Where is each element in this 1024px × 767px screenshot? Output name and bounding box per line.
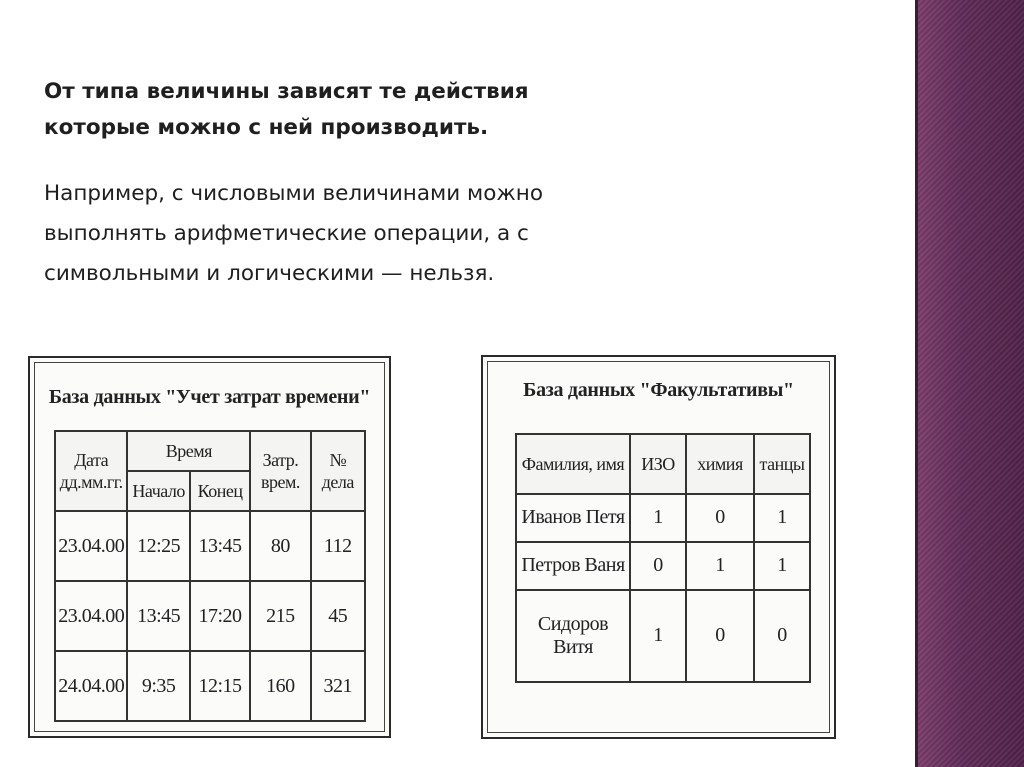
slide-heading <box>44 74 904 146</box>
table-row <box>516 494 810 542</box>
heading-line-2: которые можно с ней производить. <box>44 115 489 140</box>
body-line-2: выполнять арифметические операции, а с <box>44 221 529 246</box>
cell-case-no: 112 <box>311 511 365 581</box>
cell-art: 0 <box>630 542 686 590</box>
cell-start: 12:25 <box>127 511 189 581</box>
table-row <box>516 590 810 682</box>
cell-end: 12:15 <box>190 651 250 721</box>
electives-table-title: База данных "Факультативы" <box>523 379 794 401</box>
header-spent: Затр. врем. <box>250 431 310 511</box>
table-row <box>55 511 365 581</box>
cell-start: 13:45 <box>127 581 189 651</box>
table-header-row <box>516 434 810 494</box>
cell-spent: 80 <box>250 511 310 581</box>
decorative-side-band <box>915 0 1024 767</box>
heading-line-1: От типа величины зависят те действия <box>44 79 529 104</box>
cell-date: 23.04.00 <box>55 581 127 651</box>
cell-name: Иванов Петя <box>516 494 630 542</box>
time-tracking-table <box>54 430 366 722</box>
electives-table <box>515 433 811 683</box>
header-start: Начало <box>127 471 189 511</box>
time-tracking-table-image <box>28 356 391 738</box>
header-art: ИЗО <box>630 434 686 494</box>
header-end: Конец <box>190 471 250 511</box>
body-line-1: Например, с числовыми величинами можно <box>44 181 544 206</box>
cell-start: 9:35 <box>127 651 189 721</box>
time-tracking-table-title: База данных "Учет затрат времени" <box>48 386 371 408</box>
cell-date: 24.04.00 <box>55 651 127 721</box>
table-header-row <box>55 431 365 471</box>
table-row <box>55 581 365 651</box>
cell-art: 1 <box>630 590 686 682</box>
header-date: Дата дд.мм.гг. <box>55 431 127 511</box>
header-case-no: № дела <box>311 431 365 511</box>
cell-chem: 0 <box>686 494 754 542</box>
header-dance: танцы <box>754 434 810 494</box>
cell-chem: 0 <box>686 590 754 682</box>
slide-body <box>44 174 904 294</box>
header-name: Фамилия, имя <box>516 434 630 494</box>
cell-case-no: 321 <box>311 651 365 721</box>
electives-table-image <box>481 355 836 739</box>
cell-case-no: 45 <box>311 581 365 651</box>
cell-end: 17:20 <box>190 581 250 651</box>
slide-text <box>44 74 904 294</box>
body-line-3: символьными и логическими — нельзя. <box>44 261 495 286</box>
cell-end: 13:45 <box>190 511 250 581</box>
table-row <box>55 651 365 721</box>
cell-date: 23.04.00 <box>55 511 127 581</box>
cell-spent: 215 <box>250 581 310 651</box>
cell-dance: 1 <box>754 542 810 590</box>
cell-dance: 1 <box>754 494 810 542</box>
cell-spent: 160 <box>250 651 310 721</box>
cell-art: 1 <box>630 494 686 542</box>
cell-name: Петров Ваня <box>516 542 630 590</box>
header-chem: химия <box>686 434 754 494</box>
cell-dance: 0 <box>754 590 810 682</box>
cell-name: Сидоров Витя <box>516 590 630 682</box>
header-time: Время <box>127 431 250 471</box>
table-row <box>516 542 810 590</box>
cell-chem: 1 <box>686 542 754 590</box>
